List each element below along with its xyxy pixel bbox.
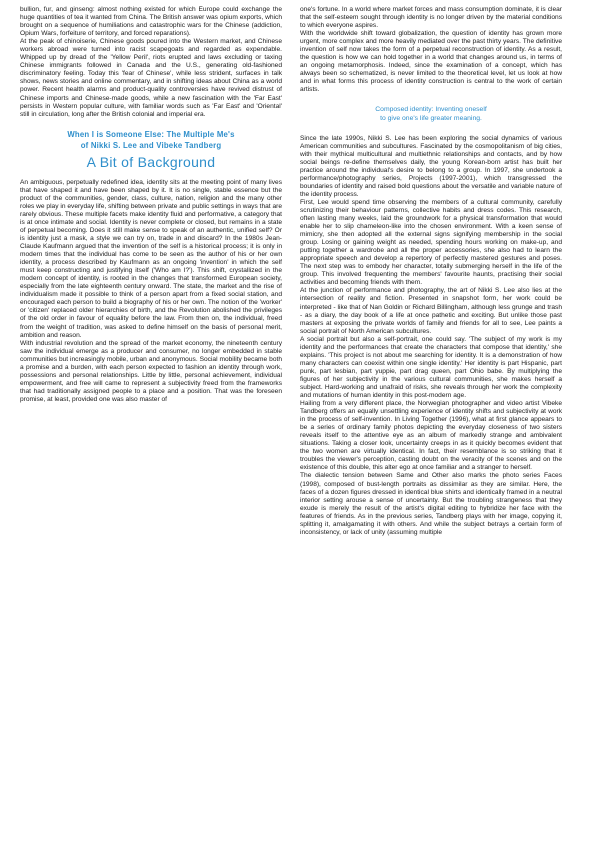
paragraph: one's fortune. In a world where market forces and mass consumption dominate, it is clear that the self-esteem sought through identity is no longer driven by the material conditions to which everyone aspires. <box>300 6 562 30</box>
paragraph: Since the late 1990s, Nikki S. Lee has been exploring the social dynamics of various American communities and subcultures. Fascinated by the cosmopolitanism of big cities, with their mythical multicultural and multiethnic relationships and contacts, and by how social beings re-define themselves daily, the young Korean-born artist has built her practice around the individual's desire to belong to a group. In 1997, she undertook a performance/photography series, Projects (1997-2001), which transgressed the boundaries of identity and raised bold questions about the versatile and variable nature of the identity process. <box>300 134 562 198</box>
pull-quote <box>300 105 562 123</box>
paragraph: An ambiguous, perpetually redefined idea, identity sits at the meeting point of many lives that have shaped it and have been shaped by it. It is no single, stable essence but the product of the communities, gender, class, culture, nation, religion and the many other roles we play in everyday life, shifting between private and public settings in ways that are rarely obvious. These multiple facets make identity fluid and performative, a category that is at once intimate and social. Identity is never complete or closed, but remains in a state of perpetual becoming. Does it still make sense to speak of an authentic, unified self? Or is identity just a mask, a style we can try on, trade in and discard? In the 1980s Jean-Claude Kaufmann argued that the invention of the self is a historical process; it is only in modern times that the individual has come to be seen as the author of his or her own identity, a process described by Kaufmann as an ongoing 'invention' in which the self must keep constructing and justifying itself ('Who am I?'). This shift, crystallized in the modern concept of identity, is rooted in the changes that transformed European society, especially from the late eighteenth century onward. The state, the market and the rise of individualism made it possible to think of a person apart from a fixed social station, and encouraged each person to build a biography of his or her own. The notion of the 'worker' or 'citizen' replaced older hierarchies of birth, and the Revolution abolished the privileges of the old order in favour of equality before the law. From then on, the individual, freed from the weight of tradition, was asked to define himself on the basis of personal merit, ambition and reason. <box>20 178 282 339</box>
article-kicker-line-2: of Nikki S. Lee and Vibeke Tandberg <box>80 140 222 150</box>
section-title: A Bit of Background <box>86 153 216 170</box>
paragraph: With the worldwide shift toward globalization, the question of identity has grown more urgent, more complex and more heavily mediated over the past thirty years. The definitive invention of self now takes the form of a perpetual reconstruction of identity. As a result, the question is how we can hold together in a world that changes around us, in terms of an ongoing metamorphosis. Indeed, since the examination of a concept, which has always been so schematized, is never limited to the theoretical level, let us look at how and in what forms this process of identity construction is central to the work of certain artists. <box>300 30 562 94</box>
paragraph: At the peak of chinoiserie, Chinese goods poured into the Western market, and Chinese workers abroad were turned into racist scapegoats and regarded as expendable. Whipped up by dread of the 'Yellow Peril', riots erupted and laws excluding or taxing Chinese immigrants followed in Canada and the U.S., generating old-fashioned discriminatory feeling. Today this 'fear of Chinese', while less strident, surfaces in talk shows, news stories and online commentary, and in shifting ideas about China as a world power. Recent health alarms and product-quality controversies have revived distrust of Chinese imports and Chinese-made goods, while a new fascination with the 'Far East' persists in Western popular culture, with familiar words such as 'Far East' and 'Oriental' still in circulation, long after the British colonial and imperial era. <box>20 38 282 118</box>
paragraph: Hailing from a very different place, the Norwegian photographer and video artist Vibeke Tandberg offers an equally unsettling experience of identity shifts and subjectivity at work in the process of self-invention. In Living Together (1996), what at first glance appears to be a series of ordinary family photos depicting the everyday closeness of two sisters reveals itself to the attentive eye as an album of markedly strange and ambivalent situations. Taking a closer look, uncertainty creeps in as it quickly becomes evident that the two women are virtually identical. In fact, their resemblance is so striking that it troubles the viewer's perception, casting doubt on the veracity of the scenes and on the existence of this double, this alter ego at once familiar and a stranger to herself. <box>300 400 562 472</box>
article-kicker-line-1: When I is Someone Else: The Multiple Me's <box>67 129 235 139</box>
article-heading <box>20 129 282 171</box>
paragraph: A social portrait but also a self-portrait, one could say. 'The subject of my work is my identity and the performances that create the characters that compose that identity,' she explains. 'This project is not about me searching for identity. It is a demonstration of how many characters can coexist within one single identity.' Her identity is part Hispanic, part punk, part lesbian, part yuppie, part drag queen, part Ohio babe. By multiplying the figures of her subjectivity in the various cultural communities, she makes herself a subject. Hard-working and unafraid of risks, she reveals through her work the complexity and mutations of human identity in this post-modern age. <box>300 335 562 400</box>
left-column <box>20 6 282 842</box>
paragraph: The dialectic tension between Same and Other also marks the photo series Faces (1998), composed of bust-length portraits as dissimilar as they are similar. Here, the faces of a dozen figures dressed in identical blue shirts and identically framed in a neutral interior setting arouse a sense of uncertainty. But the troubling strangeness that they exude is merely the result of the artist's digital editing to hybridize her face with the features of friends. As in the previous series, Tandberg plays with her image, copying it, splitting it, amalgamating it with others. And while the subject betrays a certain form of inconsistency, or lack of unity (assuming multiple <box>300 472 562 536</box>
paragraph: bullion, fur, and ginseng: almost nothing existed for which Europe could exchange the huge quantities of tea it wanted from China. The British answer was opium exports, which brought on a sequence of humiliations and catastrophic wars for the Chinese (addiction, Opium Wars, forfeiture of territory, and forced reparations). <box>20 6 282 38</box>
pull-quote-line-1: Composed identity: Inventing oneself <box>375 105 487 113</box>
paragraph: With industrial revolution and the spread of the market economy, the nineteenth century saw the individual emerge as a producer and consumer, no longer embedded in stable communities but increasingly mobile, urban and anonymous. Social mobility became both a promise and a burden, with each person expected to fashion an identity through work, possessions and personal relationships. Little by little, personal achievement, individual empowerment, and free will came to represent a subjectivity freed from the frameworks that had traditionally assigned people to a place and a position. That was the foreseen promise, at least, provided one was also master of <box>20 339 282 403</box>
paragraph: First, Lee would spend time observing the members of a cultural community, carefully scrutinizing their behaviour patterns, collective habits and dress codes. This research, often lasting many weeks, laid the groundwork for a physical transformation that would enable her to slip chameleon-like into the chosen environment. With a keen sense of mimicry, she then adopted all the external signs signifying membership in the social group. Losing or gaining weight as needed, spending hours working on make-up, and putting together a wardrobe and all the proper accessories, she also had to learn the appropriate speech and develop a repertory of perfectly mastered gestures and poses. The next step was to embody her character, totally submerging herself in the life of the group. This involved frequenting the members' favourite haunts, practising their social activities and becoming friends with them. <box>300 198 562 287</box>
paragraph: At the junction of performance and photography, the art of Nikki S. Lee also lies at the intersection of reality and fiction. Presented in snapshot form, her work could be interpreted - like that of Nan Goldin or Richard Billingham, although less grunge and trash - as a diary, the day book of a life at once pathetic and exciting. But unlike those past masters at exposing the private worlds of family and friends for all to see, Lee paints a social portrait of North American subcultures. <box>300 287 562 335</box>
right-column <box>300 6 562 842</box>
pull-quote-line-2: to give one's life greater meaning. <box>380 114 482 122</box>
